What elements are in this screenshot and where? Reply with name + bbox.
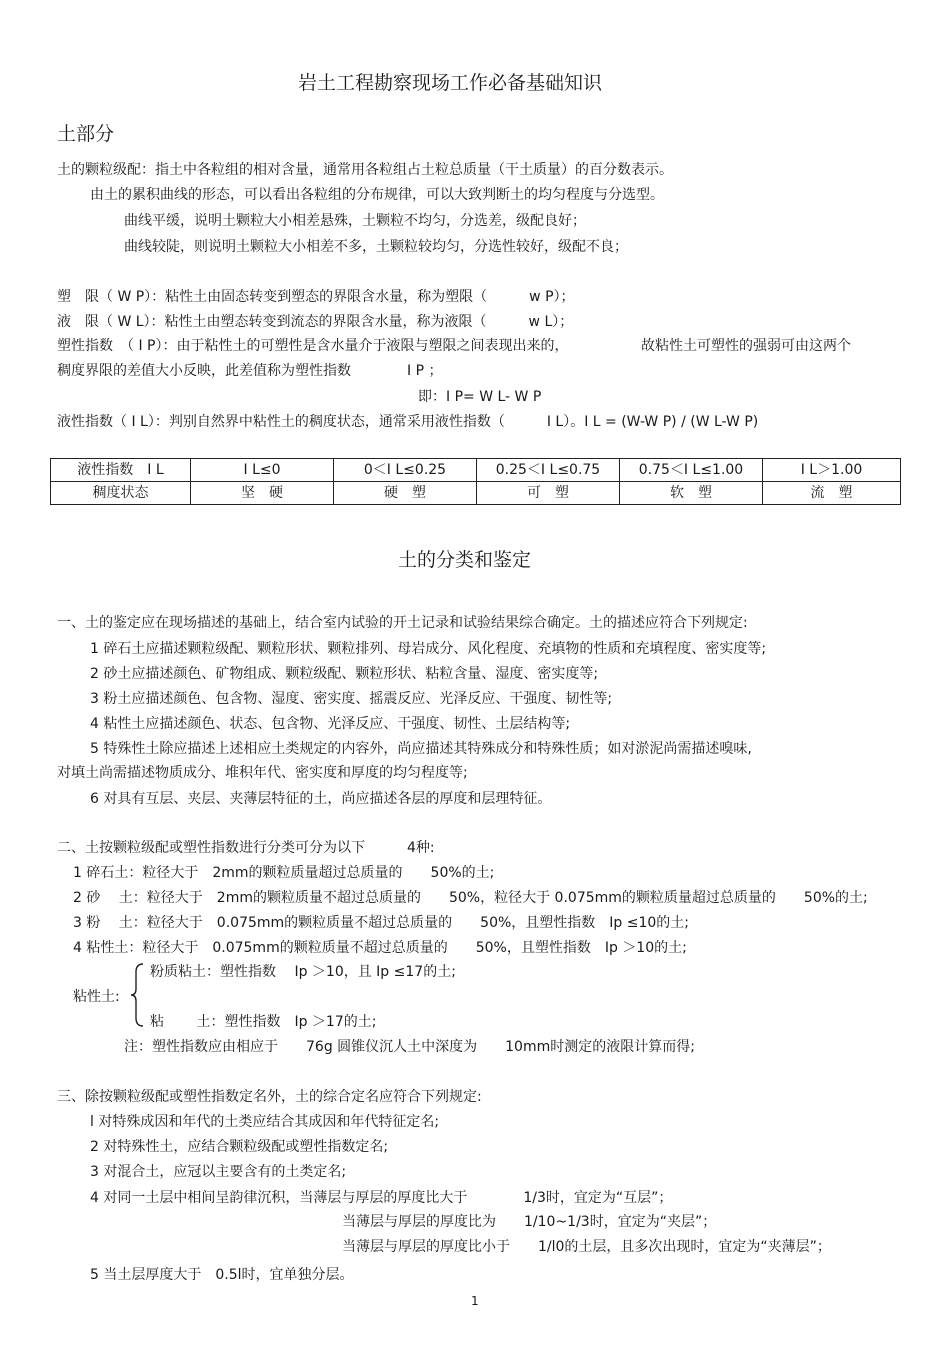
clay-label: 粘性土:: [73, 989, 120, 1005]
curve-flat: 曲线平缓，说明土颗粒大小相差悬殊，土颗粒不均匀，分选差，级配良好；: [124, 213, 586, 229]
table-cell: I L＞1.00: [763, 459, 901, 482]
list-item: 4 粘性土应描述颜色、状态、包含物、光泽反应、干强度、韧性、土层结构等;: [90, 716, 571, 732]
list-item: 3 对混合土，应冠以主要含有的土类定名;: [90, 1164, 347, 1180]
plasticity-index-line2: 稠度界限的差值大小反映，此差值称为塑性指数 I P ；: [57, 363, 443, 379]
silty-clay-definition: 粉质粘土：塑性指数 Ip ＞10，且 Ip ≤17的土;: [150, 964, 456, 980]
table-cell: 坚 硬: [191, 482, 334, 505]
list-item: 3 粉土应描述颜色、包含物、湿度、密实度、摇震反应、光泽反应、干强度、韧性等;: [90, 691, 613, 707]
list-item: 2 砂土应描述颜色、矿物组成、颗粒级配、颗粒形状、粘粒含量、湿度、密实度等;: [90, 666, 599, 682]
list-item: 1 碎石土应描述颗粒级配、颗粒形状、颗粒排列、母岩成分、风化程度、充填物的性质和充填程度、密实度等;: [90, 641, 767, 657]
list-item: l 对特殊成因和年代的土类应结合其成因和年代特征定名;: [90, 1114, 440, 1130]
curve-intro: 由土的累积曲线的形态，可以看出各粒组的分布规律，可以大致判断土的均匀程度与分选型。: [90, 187, 664, 203]
plasticity-index-line1-end: 故粘性土可塑性的强弱可由这两个: [641, 338, 851, 354]
list-item: 1 碎石土：粒径大于 2mm的颗粒质量超过总质量的 50%的土;: [73, 865, 495, 881]
table-cell: 软 塑: [620, 482, 763, 505]
table-cell: 稠度状态: [51, 482, 191, 505]
gradation-definition: 土的颗粒级配：指土中各粒组的相对含量，通常用各粒组占土粒总质量（干土质量）的百分数表示。: [57, 162, 673, 178]
table-cell: I L≤0: [191, 459, 334, 482]
table-row: [51, 459, 901, 482]
list-item: 5 当土层厚度大于 0.5l时，宜单独分层。: [90, 1267, 354, 1283]
list-item: 3 粉 土：粒径大于 0.075mm的颗粒质量不超过总质量的 50%，且塑性指数 Ip ≤10的土;: [73, 915, 690, 931]
table-cell: 硬 塑: [334, 482, 477, 505]
liquidity-index-definition: 液性指数（ I L）：判别自然界中粘性土的稠度状态，通常采用液性指数（ I L）。I L = (W-W P) / (W L-W P): [57, 414, 759, 430]
classification-note: 注：塑性指数应由相应于 76g 圆锥仪沉人土中深度为 10mm时测定的液限计算而得;: [124, 1039, 695, 1055]
table-cell: 流 塑: [763, 482, 901, 505]
list-item: 4 对同一土层中相间呈韵律沉积，当薄层与厚层的厚度比大于 1/3时，宜定为“互层”；: [90, 1190, 673, 1206]
table-cell: 可 塑: [477, 482, 620, 505]
curve-steep: 曲线较陡，则说明土颗粒大小相差不多，土颗粒较均匀，分选性较好，级配不良；: [124, 239, 628, 255]
list-item: 5 特殊性土除应描述上述相应土类规定的内容外，尚应描述其特殊成分和特殊性质；如对淤泥尚需描述嗅味,: [90, 741, 752, 757]
list-item-sub: 当薄层与厚层的厚度比为 1/10~1/3时，宜定为“夹层”；: [342, 1214, 717, 1230]
table-cell: 0.25＜I L≤0.75: [477, 459, 620, 482]
table-row: [51, 482, 901, 505]
para2-intro: 二、土按颗粒级配或塑性指数进行分类可分为以下 4种:: [57, 840, 435, 856]
liquid-limit-definition: 液 限（ W L）：粘性土由塑态转变到流态的界限含水量，称为液限（ w L）；: [57, 314, 574, 330]
list-item: 2 对特殊性土，应结合颗粒级配或塑性指数定名;: [90, 1139, 389, 1155]
table-cell: 0＜I L≤0.25: [334, 459, 477, 482]
document-title: 岩土工程勘察现场工作必备基础知识: [298, 72, 603, 94]
curly-brace-icon: [130, 962, 144, 1028]
consistency-table: [50, 458, 901, 505]
para1-intro: 一、土的鉴定应在现场描述的基础上，结合室内试验的开土记录和试验结果综合确定。土的描述应符合下列规定:: [57, 615, 748, 631]
plasticity-index-line1: 塑性指数 （ I P）：由于粘性土的可塑性是含水量介于液限与塑限之间表现出来的，: [57, 338, 569, 354]
list-item: 6 对具有互层、夹层、夹薄层特征的土，尚应描述各层的厚度和层理特征。: [90, 791, 552, 807]
list-item: 2 砂 土：粒径大于 2mm的颗粒质量不超过总质量的 50%，粒径大于 0.075mm的颗粒质量超过总质量的 50%的土;: [73, 890, 868, 906]
plastic-limit-definition: 塑 限（ W P）：粘性土由固态转变到塑态的界限含水量，称为塑限（ w P）；: [57, 289, 575, 305]
plasticity-index-formula: 即：I P= W L- W P: [418, 389, 542, 405]
section-heading-classification: 土的分类和鉴定: [398, 549, 532, 571]
table-cell: 液性指数 I L: [51, 459, 191, 482]
para1-continuation: 对填土尚需描述物质成分、堆积年代、密实度和厚度的均匀程度等;: [57, 765, 468, 781]
section-heading-soil: 土部分: [57, 123, 115, 145]
clay-definition: 粘 土：塑性指数 Ip ＞17的土;: [150, 1014, 377, 1030]
para3-intro: 三、除按颗粒级配或塑性指数定名外，土的综合定名应符合下列规定:: [57, 1089, 482, 1105]
list-item-sub: 当薄层与厚层的厚度比小于 1/l0的土层，且多次出现时，宜定为“夹薄层”；: [342, 1239, 831, 1255]
table-cell: 0.75＜I L≤1.00: [620, 459, 763, 482]
list-item: 4 粘性土：粒径大于 0.075mm的颗粒质量不超过总质量的 50%，且塑性指数 Ip ＞10的土;: [73, 940, 687, 956]
page-number: 1: [471, 1294, 479, 1308]
